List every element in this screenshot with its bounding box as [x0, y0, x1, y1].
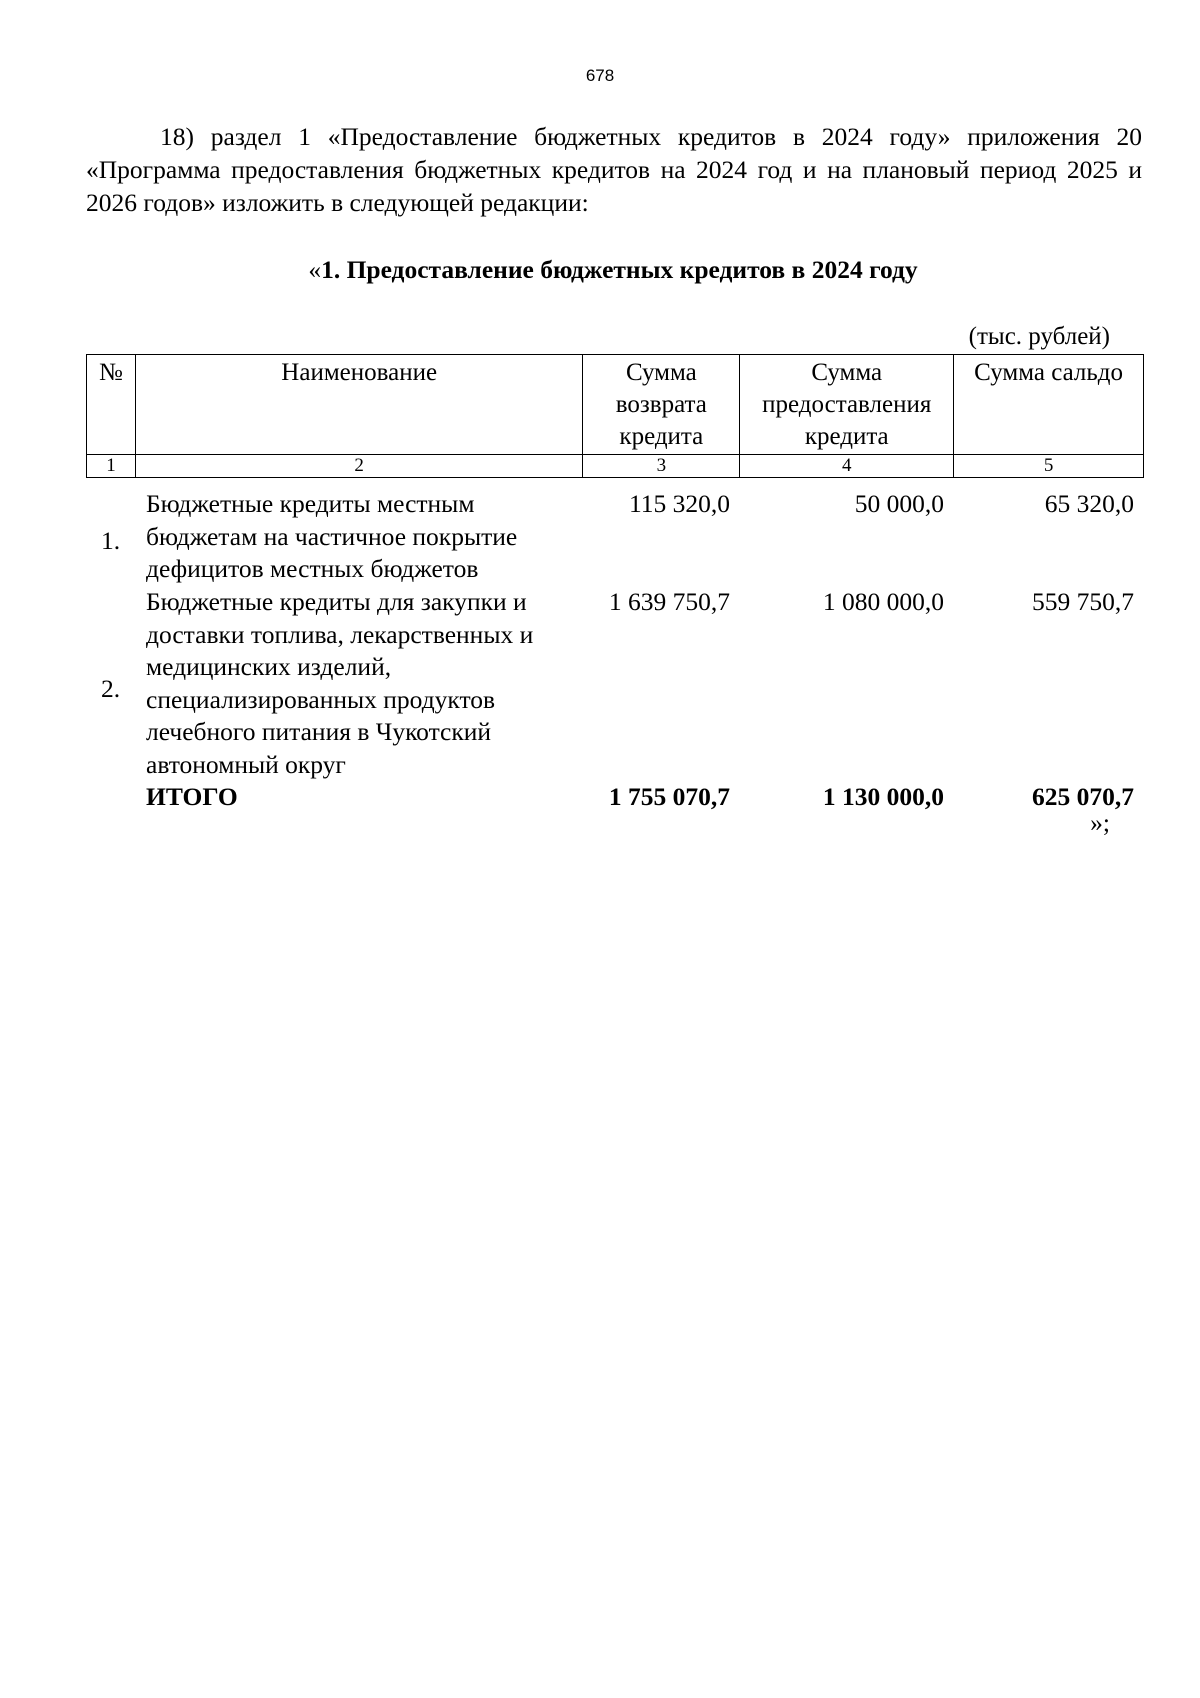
header-name: Наименование — [135, 355, 582, 455]
row-provide: 1 080 000,0 — [822, 587, 944, 616]
total-balance: 625 070,7 — [1032, 782, 1134, 811]
column-number-3: 3 — [583, 455, 740, 478]
row-return: 1 639 750,7 — [608, 587, 730, 616]
header-balance: Сумма сальдо — [954, 355, 1144, 455]
closing-quote: »; — [1090, 808, 1110, 837]
title-text: 1. Предоставление бюджетных кредитов в 2024 году — [321, 255, 918, 284]
header-number: № — [87, 355, 136, 455]
header-return: Сумма возврата кредита — [583, 355, 740, 455]
table-body — [86, 488, 1144, 814]
row-balance: 65 320,0 — [1044, 489, 1134, 518]
row-name: Бюджетные кредиты местным бюджетам на частичное покрытие дефицитов местных бюджетов — [146, 489, 518, 583]
row-name: Бюджетные кредиты для закупки и доставки топлива, лекарственных и медицинских изделий, специализированных продуктов лечебного питания в Чукотский автономный округ — [146, 587, 534, 779]
section-title — [0, 254, 1200, 286]
total-row — [86, 781, 1144, 814]
header-provide: Сумма предоставления кредита — [740, 355, 954, 455]
row-number: 2. — [100, 673, 121, 703]
row-return: 115 320,0 — [628, 489, 730, 518]
total-label: ИТОГО — [146, 782, 238, 811]
column-number-1: 1 — [87, 455, 136, 478]
title-open-quote: « — [308, 255, 322, 284]
page-number: 678 — [585, 66, 615, 85]
total-provide: 1 130 000,0 — [822, 782, 944, 811]
unit-label: (тыс. рублей) — [968, 323, 1110, 350]
column-number-4: 4 — [740, 455, 954, 478]
row-provide: 50 000,0 — [854, 489, 944, 518]
column-number-5: 5 — [954, 455, 1144, 478]
table-header — [86, 354, 1144, 478]
table-row — [86, 586, 1144, 781]
intro-paragraph: 18) раздел 1 «Предоставление бюджетных кредитов в 2024 году» приложения 20 «Программа предоставления бюджетных кредитов на 2024 год и на плановый период 2025 и 2026 годов» изложить в следующей редакции: — [86, 122, 1142, 217]
row-balance: 559 750,7 — [1032, 587, 1134, 616]
total-return: 1 755 070,7 — [608, 782, 730, 811]
table-row — [86, 488, 1144, 586]
row-number: 1. — [100, 526, 121, 555]
column-number-2: 2 — [135, 455, 582, 478]
